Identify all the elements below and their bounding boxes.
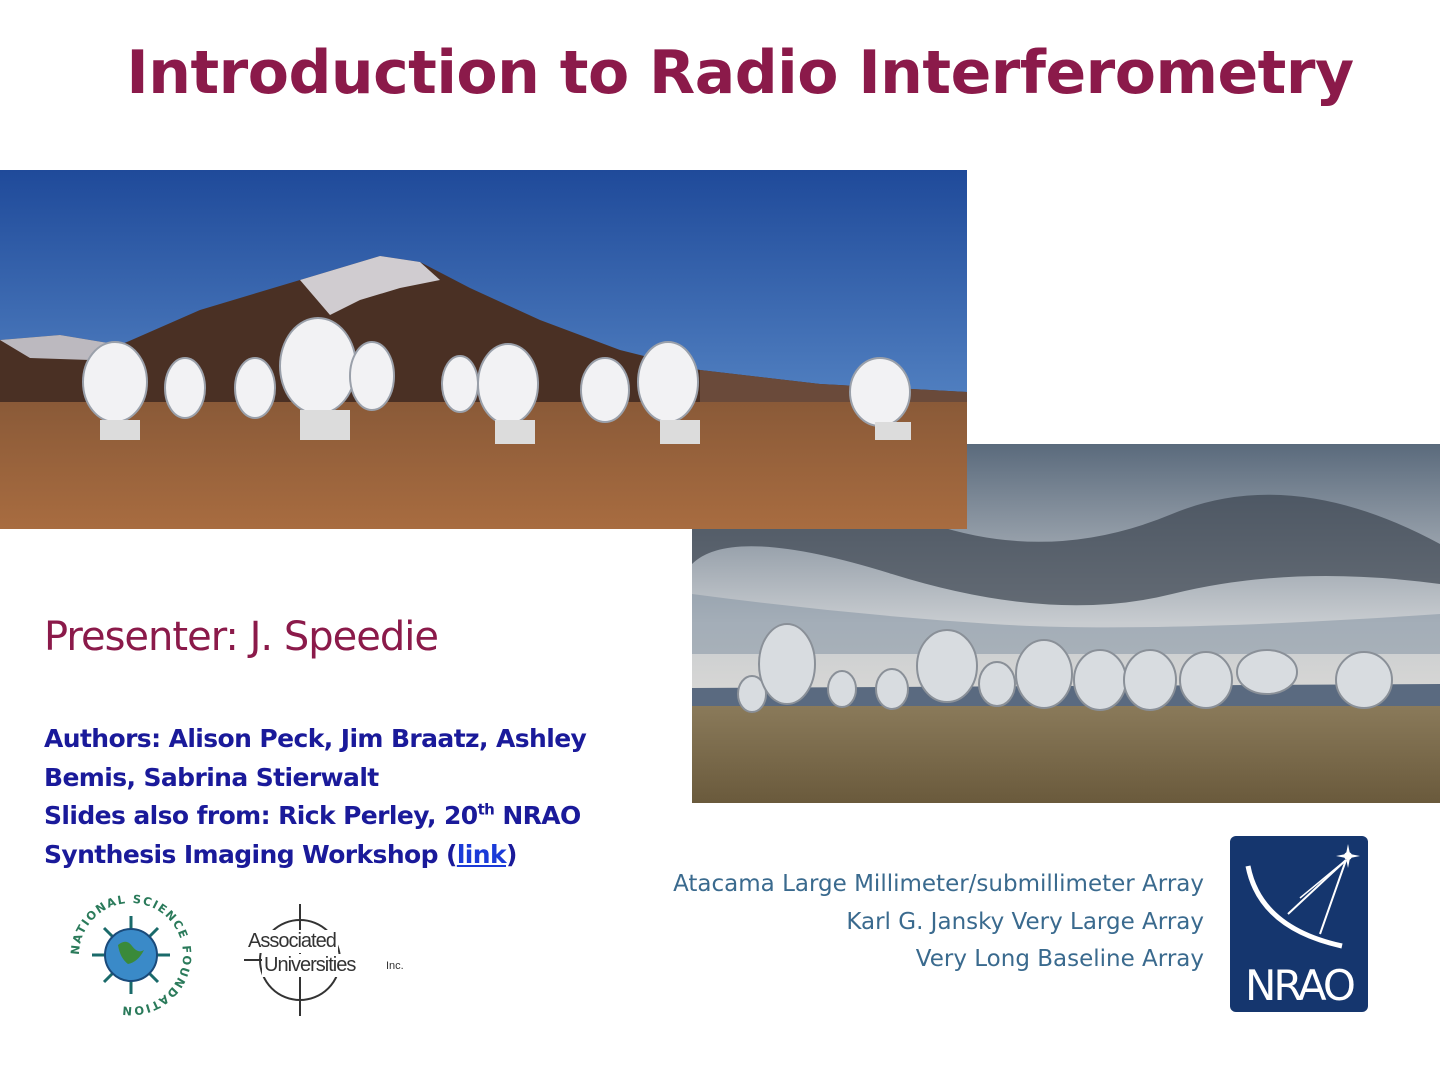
slides-from-line — [44, 797, 604, 836]
nrao-wordmark: NRAO — [1245, 961, 1353, 1010]
workshop-line — [44, 836, 604, 875]
array-vla: Karl G. Jansky Very Large Array — [846, 908, 1204, 935]
array-vlba: Very Long Baseline Array — [915, 946, 1204, 972]
slides-from-org: NRAO — [494, 801, 581, 830]
nrao-antenna-icon — [1230, 836, 1368, 966]
aui-name-line2: Universities — [264, 954, 356, 976]
slide-title: Introduction to Radio Interferometry — [126, 38, 1354, 108]
workshop-link[interactable]: link — [456, 839, 506, 869]
nrao-logo — [1230, 836, 1368, 1012]
authors-block — [44, 720, 604, 874]
aui-name-line1: Associated — [248, 930, 336, 952]
array-list — [673, 866, 1204, 979]
nsf-seal-icon — [66, 890, 196, 1020]
presenter-name: Presenter: J. Speedie — [44, 614, 438, 660]
array-alma: Atacama Large Millimeter/submillimeter Array — [673, 871, 1204, 897]
aui-logo — [240, 898, 420, 1018]
authors-line: Authors: Alison Peck, Jim Braatz, Ashley — [44, 724, 587, 753]
workshop-text: Synthesis Imaging Workshop ( — [44, 839, 457, 869]
workshop-close-paren: ) — [506, 839, 517, 869]
ordinal-suffix: th — [477, 800, 495, 819]
aui-suffix: Inc. — [386, 960, 404, 972]
slides-from-text: Slides also from: Rick Perley, 20 — [44, 801, 478, 830]
nsf-seal-text: NATIONAL SCIENCE FOUNDATION — [67, 891, 195, 1019]
alma-photo — [0, 170, 967, 529]
authors-line: Bemis, Sabrina Stierwalt — [44, 762, 379, 792]
